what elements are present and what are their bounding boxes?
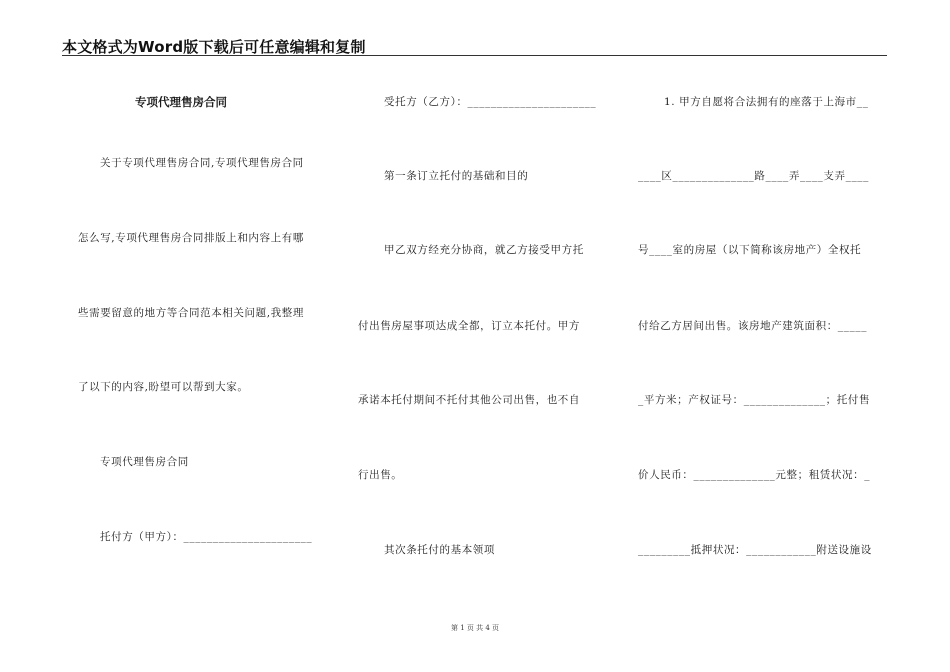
body-line: 甲乙双方经充分协商，就乙方接受甲方托 xyxy=(384,244,584,256)
article-heading: 第一条订立托付的基础和目的 xyxy=(384,170,529,182)
page-number: 第 1 页 共 4 页 xyxy=(450,624,500,632)
body-line: 行出售。 xyxy=(358,469,403,481)
body-line: 专项代理售房合同 xyxy=(100,456,189,468)
header-divider xyxy=(62,55,887,56)
body-line: _平方米；产权证号：______________；托付售 xyxy=(638,394,871,406)
body-line: 1. 甲方自愿将合法拥有的座落于上海市__ xyxy=(664,96,869,108)
principal-party-line: 托付方（甲方）：______________________ xyxy=(100,531,313,543)
body-line: 号____室的房屋（以下简称该房地产）全权托 xyxy=(638,244,862,256)
body-line: 怎么写,专项代理售房合同排版上和内容上有哪 xyxy=(78,232,304,244)
body-line: 关于专项代理售房合同,专项代理售房合同 xyxy=(100,157,304,169)
body-line: 了以下的内容,盼望可以帮到大家。 xyxy=(78,381,249,393)
document-header: 本文格式为Word版下载后可任意编辑和复制 xyxy=(62,38,366,56)
body-line: 承诺本托付期间不托付其他公司出售，也不自 xyxy=(358,394,580,406)
body-line: _________抵押状况：____________附送设施设 xyxy=(638,544,872,556)
body-line: 付给乙方居间出售。该房地产建筑面积：_____ xyxy=(638,320,868,332)
body-line: 些需要留意的地方等合同范本相关问题,我整理 xyxy=(78,307,304,319)
contract-title: 专项代理售房合同 xyxy=(135,95,227,109)
body-line: ____区______________路____弄____支弄____ xyxy=(638,170,869,182)
article-heading: 其次条托付的基本领项 xyxy=(384,544,495,556)
body-line: 付出售房屋事项达成全都，订立本托付。甲方 xyxy=(358,320,580,332)
agent-party-line: 受托方（乙方）：______________________ xyxy=(384,96,597,108)
body-line: 价人民币：______________元整；租赁状况：_ xyxy=(638,469,871,481)
